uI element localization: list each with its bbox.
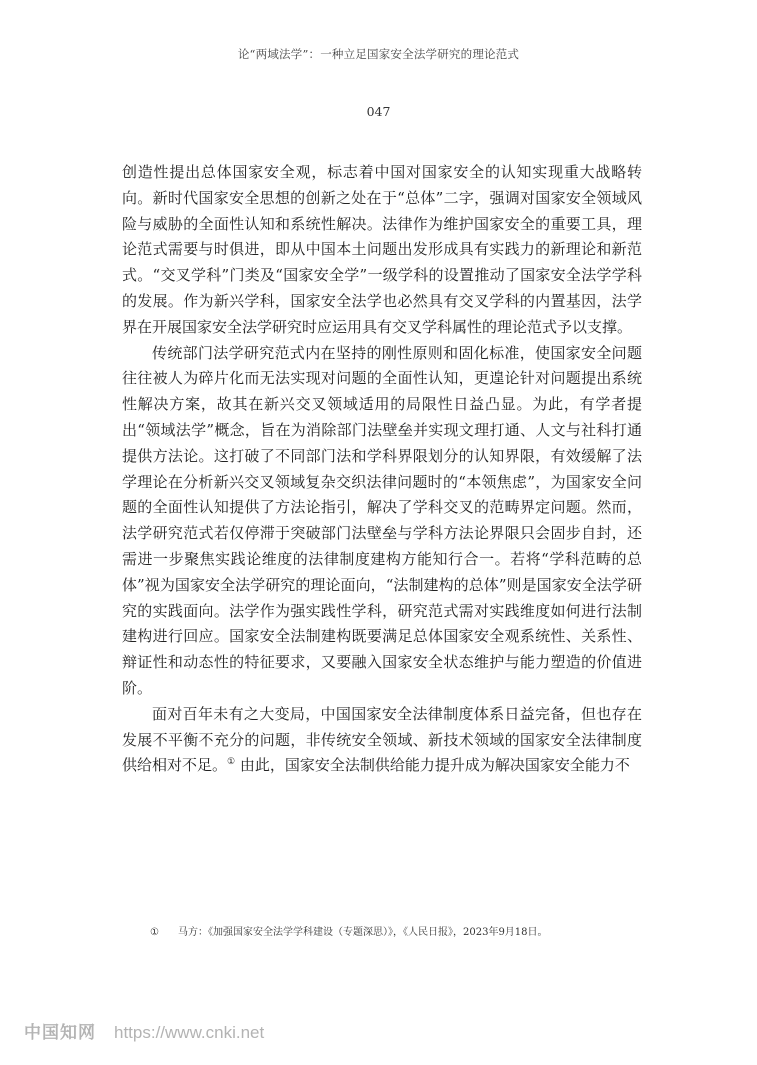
paragraph-3-continuation: 由此，国家安全法制供给能力提升成为解决国家安全能力不 [235, 756, 630, 775]
page-number: 047 [366, 104, 391, 119]
paragraph-3-text: 面对百年未有之大变局，中国国家安全法律制度体系日益完备，但也存在发展不平衡不充分的问题，非传统安全领域、新技术领域的国家安全法律制度供给相对不足。 [122, 704, 642, 775]
footnote [150, 926, 650, 940]
cnki-watermark [24, 1018, 264, 1043]
paragraph-1: 创造性提出总体国家安全观，标志着中国对国家安全的认知实现重大战略转向。新时代国家安全思想的创新之处在于“总体”二字，强调对国家安全领域风险与威胁的全面性认知和系统性解决。法律作为维护国家安全的重要工具，理论范式需要与时俱进，即从中国本土问题出发形成具有实践力的新理论和新范式。“交叉学科”门类及“国家安全学”一级学科的设置推动了国家安全法学学科的发展。作为新兴学科，国家安全法学也必然具有交叉学科的内置基因，法学界在开展国家安全法学研究时应运用具有交叉学科属性的理论范式予以支撑。 [122, 163, 642, 336]
footnote-reference[interactable]: ① [227, 757, 236, 768]
footnote-text: 马方：《加强国家安全法学学科建设（专题深思）》，《人民日报》，2023年9月18日。 [178, 927, 548, 938]
body-text [122, 160, 642, 779]
running-header [0, 46, 757, 62]
watermark-url: https://www.cnki.net [114, 1023, 265, 1042]
paragraph-2: 传统部门法学研究范式内在坚持的刚性原则和固化标准，使国家安全问题往往被人为碎片化而无法实现对问题的全面性认知，更遑论针对问题提出系统性解决方案，故其在新兴交叉领域适用的局限性日益凸显。为此，有学者提出“领域法学”概念，旨在为消除部门法壁垒并实现文理打通、人文与社科打通提供方法论。这打破了不同部门法和学科界限划分的认知界限，有效缓解了法学理论在分析新兴交叉领域复杂交织法律问题时的“本领焦虑”，为国家安全问题的全面性认知提供了方法论指引，解决了学科交叉的范畴界定问题。然而，法学研究范式若仅停滞于突破部门法壁垒与学科方法论界限只会固步自封，还需进一步聚焦实践论维度的法律制度建构方能知行合一。若将“学科范畴的总体”视为国家安全法学研究的理论面向，“法制建构的总体”则是国家安全法学研究的实践面向。法学作为强实践性学科，研究范式需对实践维度如何进行法制建构进行回应。国家安全法制建构既要满足总体国家安全观系统性、关系性、辩证性和动态性的特征要求，又要融入国家安全状态维护与能力塑造的价值进阶。 [122, 343, 642, 697]
footnote-number: ① [150, 927, 159, 938]
paragraph-3 [122, 702, 642, 779]
running-title: 论“两域法学”：一种立足国家安全法学研究的理论范式 [237, 47, 520, 61]
watermark-brand: 中国知网 [24, 1023, 96, 1043]
